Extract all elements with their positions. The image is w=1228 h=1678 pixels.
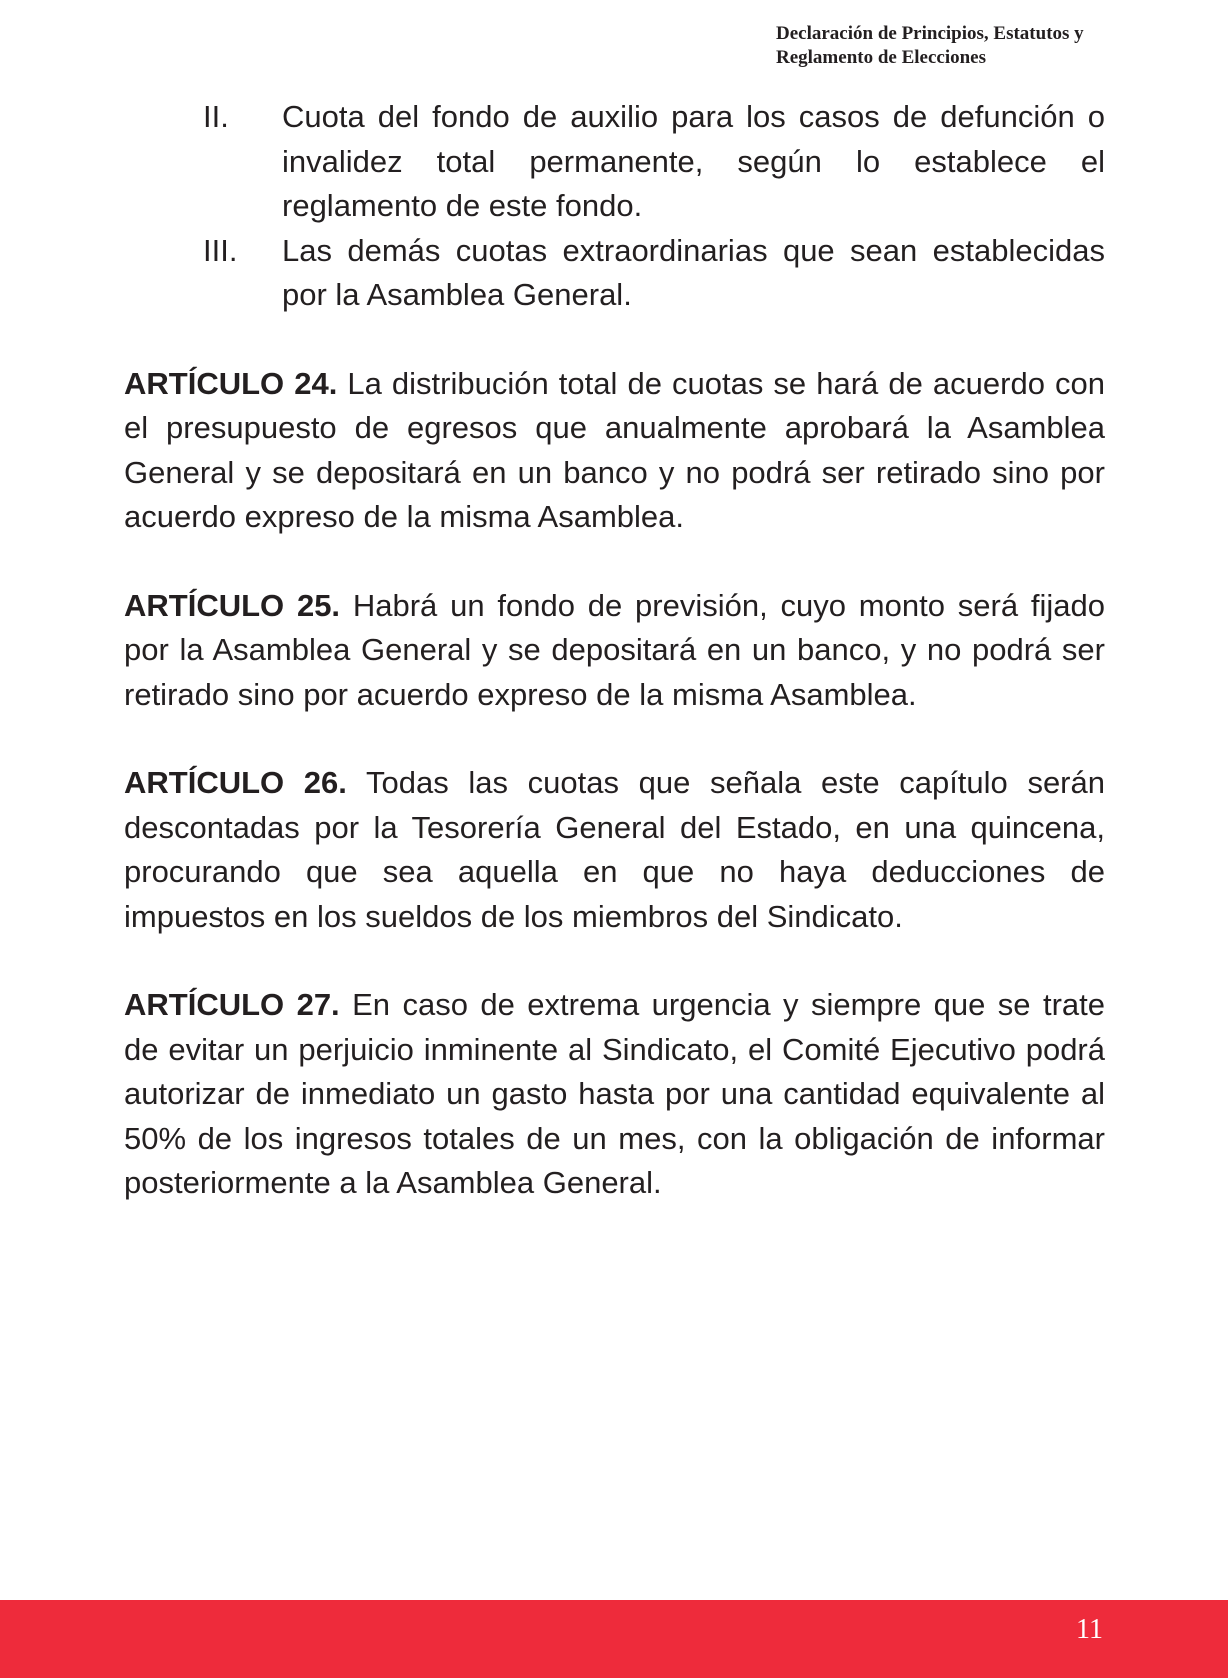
running-header-line-1: Declaración de Principios, Estatutos y bbox=[776, 23, 1084, 44]
document-body bbox=[124, 95, 1105, 1206]
article-label: ARTÍCULO 25. bbox=[124, 587, 341, 623]
article-text: Habrá un fondo de previsión, cuyo monto será fijado por la Asamblea General y se depositará en un banco, y no podrá ser retirado sino por acuerdo expreso de la misma Asamblea. bbox=[124, 587, 1105, 712]
article-26 bbox=[124, 761, 1105, 939]
article-label: ARTÍCULO 24. bbox=[124, 365, 338, 401]
list-item bbox=[124, 95, 1105, 229]
list-text: Cuota del fondo de auxilio para los casos de defunción o invalidez total permanente, según lo establece el reglamento de este fondo. bbox=[282, 99, 1105, 223]
article-label: ARTÍCULO 27. bbox=[124, 987, 340, 1022]
list-text: Las demás cuotas extraordinarias que sean establecidas por la Asamblea General. bbox=[282, 232, 1105, 312]
article-label: ARTÍCULO 26. bbox=[124, 765, 347, 800]
running-header-line-2: Reglamento de Elecciones bbox=[776, 47, 987, 68]
article-text: En caso de extrema urgencia y siempre que se trate de evitar un perjuicio inminente al Sindicato, el Comité Ejecutivo podrá autorizar de inmediato un gasto hasta por una cantidad equivalente al 50% de los ingresos totales de un mes, con la obligación de informar posteriormente a la Asamblea General. bbox=[124, 987, 1105, 1200]
list-numeral: III. bbox=[203, 232, 238, 268]
running-header bbox=[776, 22, 1116, 70]
article-text: La distribución total de cuotas se hará de acuerdo con el presupuesto de egresos que anualmente aprobará la Asamblea General y se depositará en un banco y no podrá ser retirado sino por acuerdo expreso de la misma Asamblea. bbox=[124, 365, 1105, 534]
article-text: Todas las cuotas que señala este capítulo serán descontadas por la Tesorería General del Estado, en una quincena, procurando que sea aquella en que no haya deducciones de impuestos en los sueldos de los miembros del Sindicato. bbox=[124, 765, 1105, 934]
article-24 bbox=[124, 362, 1105, 540]
list-numeral: II. bbox=[203, 99, 229, 134]
article-25 bbox=[124, 584, 1105, 718]
page-number: 11 bbox=[1076, 1614, 1103, 1645]
footer-band bbox=[0, 1600, 1228, 1678]
list-item bbox=[124, 229, 1105, 318]
article-27 bbox=[124, 983, 1105, 1206]
